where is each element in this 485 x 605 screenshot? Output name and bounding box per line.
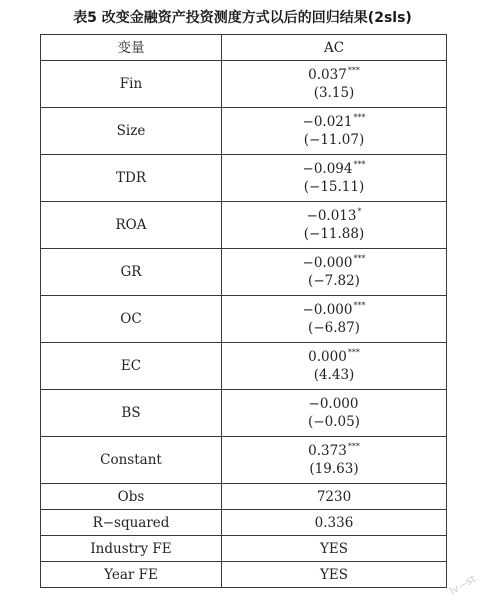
- significance-stars: *: [357, 207, 362, 216]
- significance-stars: ***: [353, 113, 366, 122]
- summary-row: [41, 536, 447, 562]
- coefficient-cell: [222, 437, 447, 484]
- coefficient-cell: [222, 343, 447, 390]
- header-dependent: AC: [222, 35, 447, 61]
- header-row: [41, 35, 447, 61]
- summary-label: Industry FE: [41, 536, 222, 562]
- table-row: [41, 437, 447, 484]
- significance-stars: ***: [347, 66, 360, 75]
- significance-stars: ***: [347, 442, 360, 451]
- variable-name: Size: [41, 108, 222, 155]
- coefficient-cell: [222, 202, 447, 249]
- coefficient: −0.013*: [306, 207, 362, 224]
- significance-stars: ***: [353, 301, 366, 310]
- watermark: lv—st: [448, 573, 478, 598]
- coefficient: −0.021***: [302, 113, 366, 130]
- header-variable: 变量: [41, 35, 222, 61]
- table-row: [41, 155, 447, 202]
- coefficient-cell: [222, 249, 447, 296]
- coefficient: −0.094***: [302, 160, 366, 177]
- table-caption: 表5 改变金融资产投资测度方式以后的回归结果(2sls): [73, 10, 412, 26]
- table-row: [41, 202, 447, 249]
- coefficient: −0.000***: [302, 301, 366, 318]
- regression-table: [40, 34, 447, 588]
- t-statistic: (19.63): [309, 461, 359, 477]
- table-row: [41, 108, 447, 155]
- table-row: [41, 249, 447, 296]
- summary-value: YES: [222, 536, 447, 562]
- t-statistic: (−11.88): [303, 226, 365, 242]
- t-statistic: (−0.05): [308, 414, 360, 430]
- table-row: [41, 296, 447, 343]
- significance-stars: ***: [347, 348, 360, 357]
- summary-row: [41, 484, 447, 510]
- variable-name: ROA: [41, 202, 222, 249]
- table-row: [41, 390, 447, 437]
- t-statistic: (4.43): [313, 367, 355, 383]
- t-statistic: (−11.07): [303, 132, 365, 148]
- coefficient-cell: [222, 108, 447, 155]
- summary-value: YES: [222, 562, 447, 588]
- summary-label: R−squared: [41, 510, 222, 536]
- variable-name: TDR: [41, 155, 222, 202]
- variable-name: EC: [41, 343, 222, 390]
- t-statistic: (−15.11): [303, 179, 365, 195]
- table-row: [41, 61, 447, 108]
- summary-label: Obs: [41, 484, 222, 510]
- summary-value: 7230: [222, 484, 447, 510]
- variable-name: GR: [41, 249, 222, 296]
- summary-value: 0.336: [222, 510, 447, 536]
- coefficient: 0.373***: [308, 442, 360, 459]
- variable-name: Constant: [41, 437, 222, 484]
- summary-row: [41, 510, 447, 536]
- coefficient-cell: [222, 155, 447, 202]
- coefficient: 0.000***: [308, 348, 360, 365]
- coefficient: 0.037***: [308, 66, 360, 83]
- significance-stars: ***: [353, 160, 366, 169]
- coefficient-cell: [222, 296, 447, 343]
- t-statistic: (−6.87): [308, 320, 360, 336]
- coefficient: −0.000***: [302, 254, 366, 271]
- coefficient-cell: [222, 390, 447, 437]
- coefficient-cell: [222, 61, 447, 108]
- variable-name: OC: [41, 296, 222, 343]
- table-row: [41, 343, 447, 390]
- variable-name: Fin: [41, 61, 222, 108]
- summary-row: [41, 562, 447, 588]
- t-statistic: (3.15): [313, 85, 355, 101]
- summary-label: Year FE: [41, 562, 222, 588]
- variable-name: BS: [41, 390, 222, 437]
- t-statistic: (−7.82): [308, 273, 360, 289]
- coefficient: −0.000: [308, 396, 359, 412]
- significance-stars: ***: [353, 254, 366, 263]
